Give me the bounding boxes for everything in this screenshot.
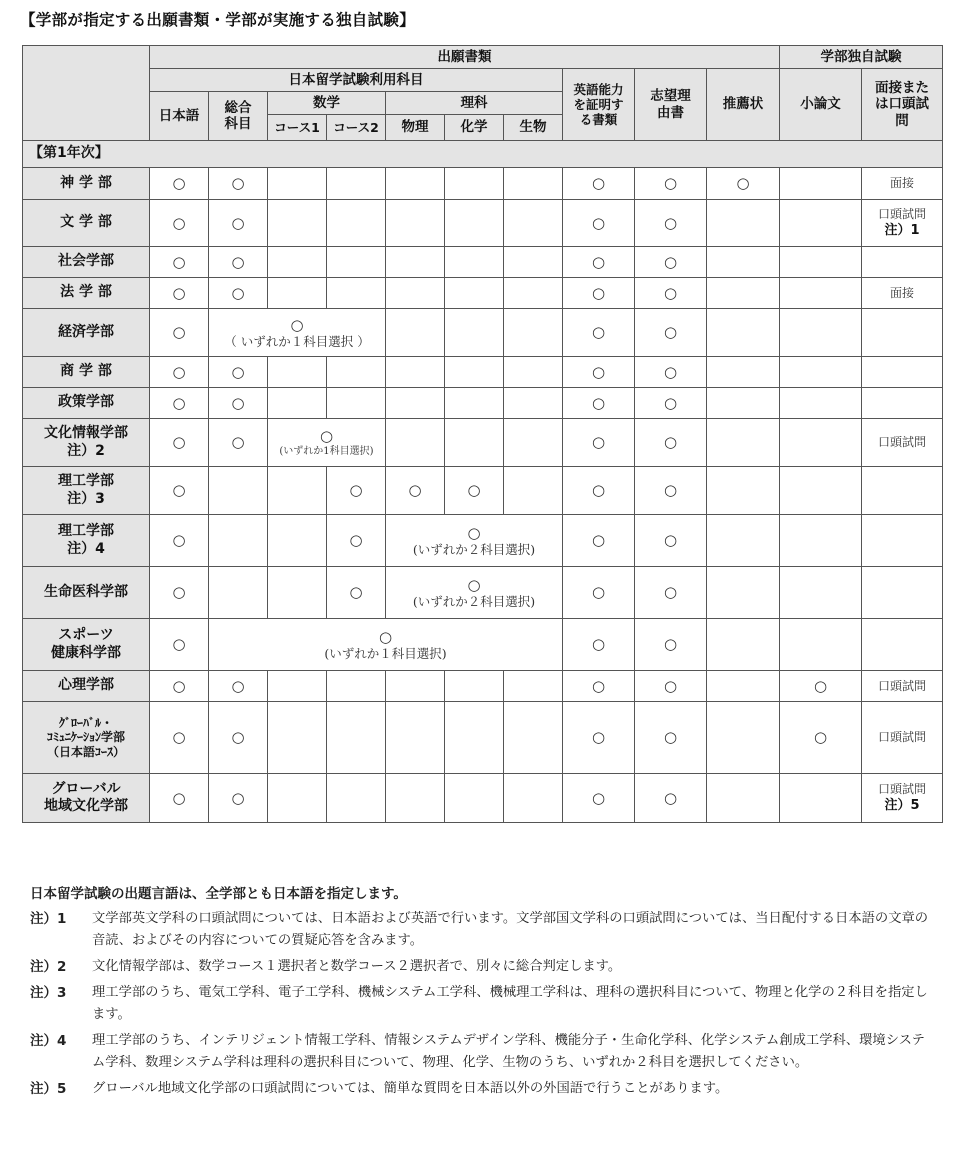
- faculty-name: 社会学部: [23, 247, 150, 278]
- faculty-name: ｸﾞﾛｰﾊﾞﾙ・ ｺﾐｭﾆｹｰｼｮﾝ学部 （日本語ｺｰｽ）: [23, 702, 150, 774]
- interview-cell: 面接: [862, 168, 943, 200]
- mark: ○: [563, 168, 635, 200]
- table-row: [23, 247, 943, 278]
- mark: ○: [150, 278, 209, 309]
- mark: ○: [563, 619, 635, 671]
- mark: ○: [150, 515, 209, 567]
- table-row: [23, 467, 943, 515]
- header-math: 数学: [268, 92, 386, 115]
- mark: ○: [327, 467, 386, 515]
- mark: ○: [150, 388, 209, 419]
- mark: ○: [563, 357, 635, 388]
- note-item: [30, 1078, 930, 1100]
- mark: ○: [563, 200, 635, 247]
- notes-section: [30, 882, 930, 1104]
- faculty-name: 生命医科学部: [23, 567, 150, 619]
- mark: ○: [635, 419, 707, 467]
- mark: ○: [635, 168, 707, 200]
- mark: ○: [635, 619, 707, 671]
- mark: ○: [327, 515, 386, 567]
- header-application-docs: 出願書類: [150, 46, 780, 69]
- page-title: 【学部が指定する出願書類・学部が実施する独自試験】: [20, 11, 416, 29]
- select-cell: ○ （ いずれか１科目選択 ）: [209, 309, 386, 357]
- table-row: [23, 200, 943, 247]
- mark: ○: [150, 671, 209, 702]
- interview-cell: 口頭試問: [862, 671, 943, 702]
- mark: ○: [150, 168, 209, 200]
- mark: ○: [209, 671, 268, 702]
- note-ref: 注）1: [884, 222, 920, 238]
- note-label: 注）5: [30, 1081, 67, 1097]
- header-course1: コース1: [268, 115, 327, 141]
- mark: ○: [635, 309, 707, 357]
- language-note: 日本留学試験の出題言語は、全学部とも日本語を指定します。: [30, 886, 407, 902]
- mark: ○: [635, 247, 707, 278]
- faculty-name: 理工学部 注）3: [23, 467, 150, 515]
- mark: ○: [563, 247, 635, 278]
- mark: ○: [209, 200, 268, 247]
- header-science: 理科: [386, 92, 563, 115]
- mark: ○: [780, 702, 862, 774]
- mark: ○: [635, 515, 707, 567]
- note-item: [30, 956, 930, 978]
- mark: ○: [150, 619, 209, 671]
- note-text: グローバル地域文化学部の口頭試問については、簡単な質問を日本語以外の外国語で行うことがあります。: [92, 1081, 729, 1096]
- header-chemistry: 化学: [445, 115, 504, 141]
- select-cell: ○ (いずれか１科目選択): [209, 619, 563, 671]
- faculty-name: 商 学 部: [23, 357, 150, 388]
- mark: ○: [150, 357, 209, 388]
- mark: ○: [209, 357, 268, 388]
- table-row: [23, 168, 943, 200]
- note-item: [30, 982, 930, 1026]
- header-statement: 志望理由書: [635, 69, 707, 141]
- note-label: 注）1: [30, 911, 67, 927]
- note-label: 注）2: [30, 959, 67, 975]
- interview-cell: 口頭試問: [862, 419, 943, 467]
- note-item: [30, 1030, 930, 1074]
- mark: ○: [327, 567, 386, 619]
- note-ref: 注）2: [67, 442, 105, 459]
- faculty-name: 政策学部: [23, 388, 150, 419]
- header-japanese: 日本語: [150, 92, 209, 141]
- mark: ○: [635, 567, 707, 619]
- mark: ○: [707, 168, 780, 200]
- note-label: 注）3: [30, 985, 67, 1001]
- mark: ○: [563, 515, 635, 567]
- section-first-year: 【第1年次】: [23, 141, 943, 168]
- mark: ○: [635, 357, 707, 388]
- faculty-name: 文化情報学部 注）2: [23, 419, 150, 467]
- mark: ○: [150, 467, 209, 515]
- note-ref: 注）4: [67, 540, 105, 557]
- header-interview: 面接または口頭試問: [862, 69, 943, 141]
- mark: ○: [635, 671, 707, 702]
- table-row: [23, 619, 943, 671]
- mark: ○: [635, 774, 707, 823]
- mark: ○: [635, 200, 707, 247]
- mark: ○: [150, 247, 209, 278]
- table-row: [23, 278, 943, 309]
- faculty-name: 神 学 部: [23, 168, 150, 200]
- mark: ○: [563, 774, 635, 823]
- mark: ○: [209, 168, 268, 200]
- faculty-name: 心理学部: [23, 671, 150, 702]
- interview-cell: 口頭試問: [862, 702, 943, 774]
- mark: ○: [150, 774, 209, 823]
- faculty-name: 文 学 部: [23, 200, 150, 247]
- mark: ○: [563, 419, 635, 467]
- header-faculty-exam: 学部独自試験: [780, 46, 943, 69]
- table-row: [23, 309, 943, 357]
- note-text: 理工学部のうち、電気工学科、電子工学科、機械システム工学科、機械理工学科は、理科の選択科目について、物理と化学の２科目を指定します。: [92, 985, 928, 1022]
- header-course2: コース2: [327, 115, 386, 141]
- select-cell: ○ (いずれか２科目選択): [386, 515, 563, 567]
- mark: ○: [635, 278, 707, 309]
- mark: ○: [209, 278, 268, 309]
- mark: ○: [445, 467, 504, 515]
- header-english-proof: 英語能力を証明する書類: [563, 69, 635, 141]
- requirements-table: [22, 45, 943, 823]
- interview-cell: 面接: [862, 278, 943, 309]
- mark: ○: [563, 671, 635, 702]
- table-row: [23, 567, 943, 619]
- mark: ○: [209, 419, 268, 467]
- faculty-name: 理工学部 注）4: [23, 515, 150, 567]
- table-row: [23, 702, 943, 774]
- note-ref: 注）3: [67, 490, 105, 507]
- mark: ○: [563, 388, 635, 419]
- faculty-name: 法 学 部: [23, 278, 150, 309]
- header-essay: 小論文: [780, 69, 862, 141]
- mark: ○: [150, 200, 209, 247]
- note-text: 文化情報学部は、数学コース１選択者と数学コース２選択者で、別々に総合判定します。: [92, 959, 622, 974]
- mark: ○: [209, 388, 268, 419]
- table-row: [23, 671, 943, 702]
- table-row: [23, 357, 943, 388]
- mark: ○: [780, 671, 862, 702]
- table-row: [23, 388, 943, 419]
- mark: ○: [209, 702, 268, 774]
- mark: ○: [150, 419, 209, 467]
- mark: ○: [563, 702, 635, 774]
- select-cell: ○ (いずれか２科目選択): [386, 567, 563, 619]
- table-row: [23, 774, 943, 823]
- header-physics: 物理: [386, 115, 445, 141]
- note-item: [30, 908, 930, 952]
- header-general-subjects: 総合科目: [209, 92, 268, 141]
- note-label: 注）4: [30, 1033, 67, 1049]
- mark: ○: [150, 567, 209, 619]
- table-row: [23, 515, 943, 567]
- mark: ○: [635, 467, 707, 515]
- note-text: 理工学部のうち、インテリジェント情報工学科、情報システムデザイン学科、機能分子・生命化学科、化学システム創成工学科、環境システム学科、数理システム学科は理科の選択科目について、物理、化学、生物のうち、いずれか２科目を選択してください。: [92, 1033, 925, 1070]
- interview-cell: 口頭試問 注）1: [862, 200, 943, 247]
- corner-header: [23, 46, 150, 141]
- header-recommendation: 推薦状: [707, 69, 780, 141]
- mark: ○: [209, 774, 268, 823]
- mark: ○: [563, 278, 635, 309]
- faculty-name: 経済学部: [23, 309, 150, 357]
- note-ref: 注）5: [884, 797, 920, 813]
- interview-cell: 口頭試問 注）5: [862, 774, 943, 823]
- mark: ○: [635, 388, 707, 419]
- header-eju-subjects: 日本留学試験利用科目: [150, 69, 563, 92]
- faculty-name: グローバル 地域文化学部: [23, 774, 150, 823]
- mark: ○: [563, 567, 635, 619]
- mark: ○: [635, 702, 707, 774]
- faculty-name: スポーツ 健康科学部: [23, 619, 150, 671]
- mark: ○: [563, 467, 635, 515]
- mark: ○: [150, 309, 209, 357]
- mark: ○: [563, 309, 635, 357]
- select-cell: ○ (いずれか1科目選択): [268, 419, 386, 467]
- mark: ○: [150, 702, 209, 774]
- table-row: [23, 419, 943, 467]
- note-text: 文学部英文学科の口頭試問については、日本語および英語で行います。文学部国文学科の口頭試問については、当日配付する日本語の文章の音読、およびその内容についての質疑応答を含みます。: [92, 911, 929, 948]
- header-biology: 生物: [504, 115, 563, 141]
- mark: ○: [386, 467, 445, 515]
- mark: ○: [209, 247, 268, 278]
